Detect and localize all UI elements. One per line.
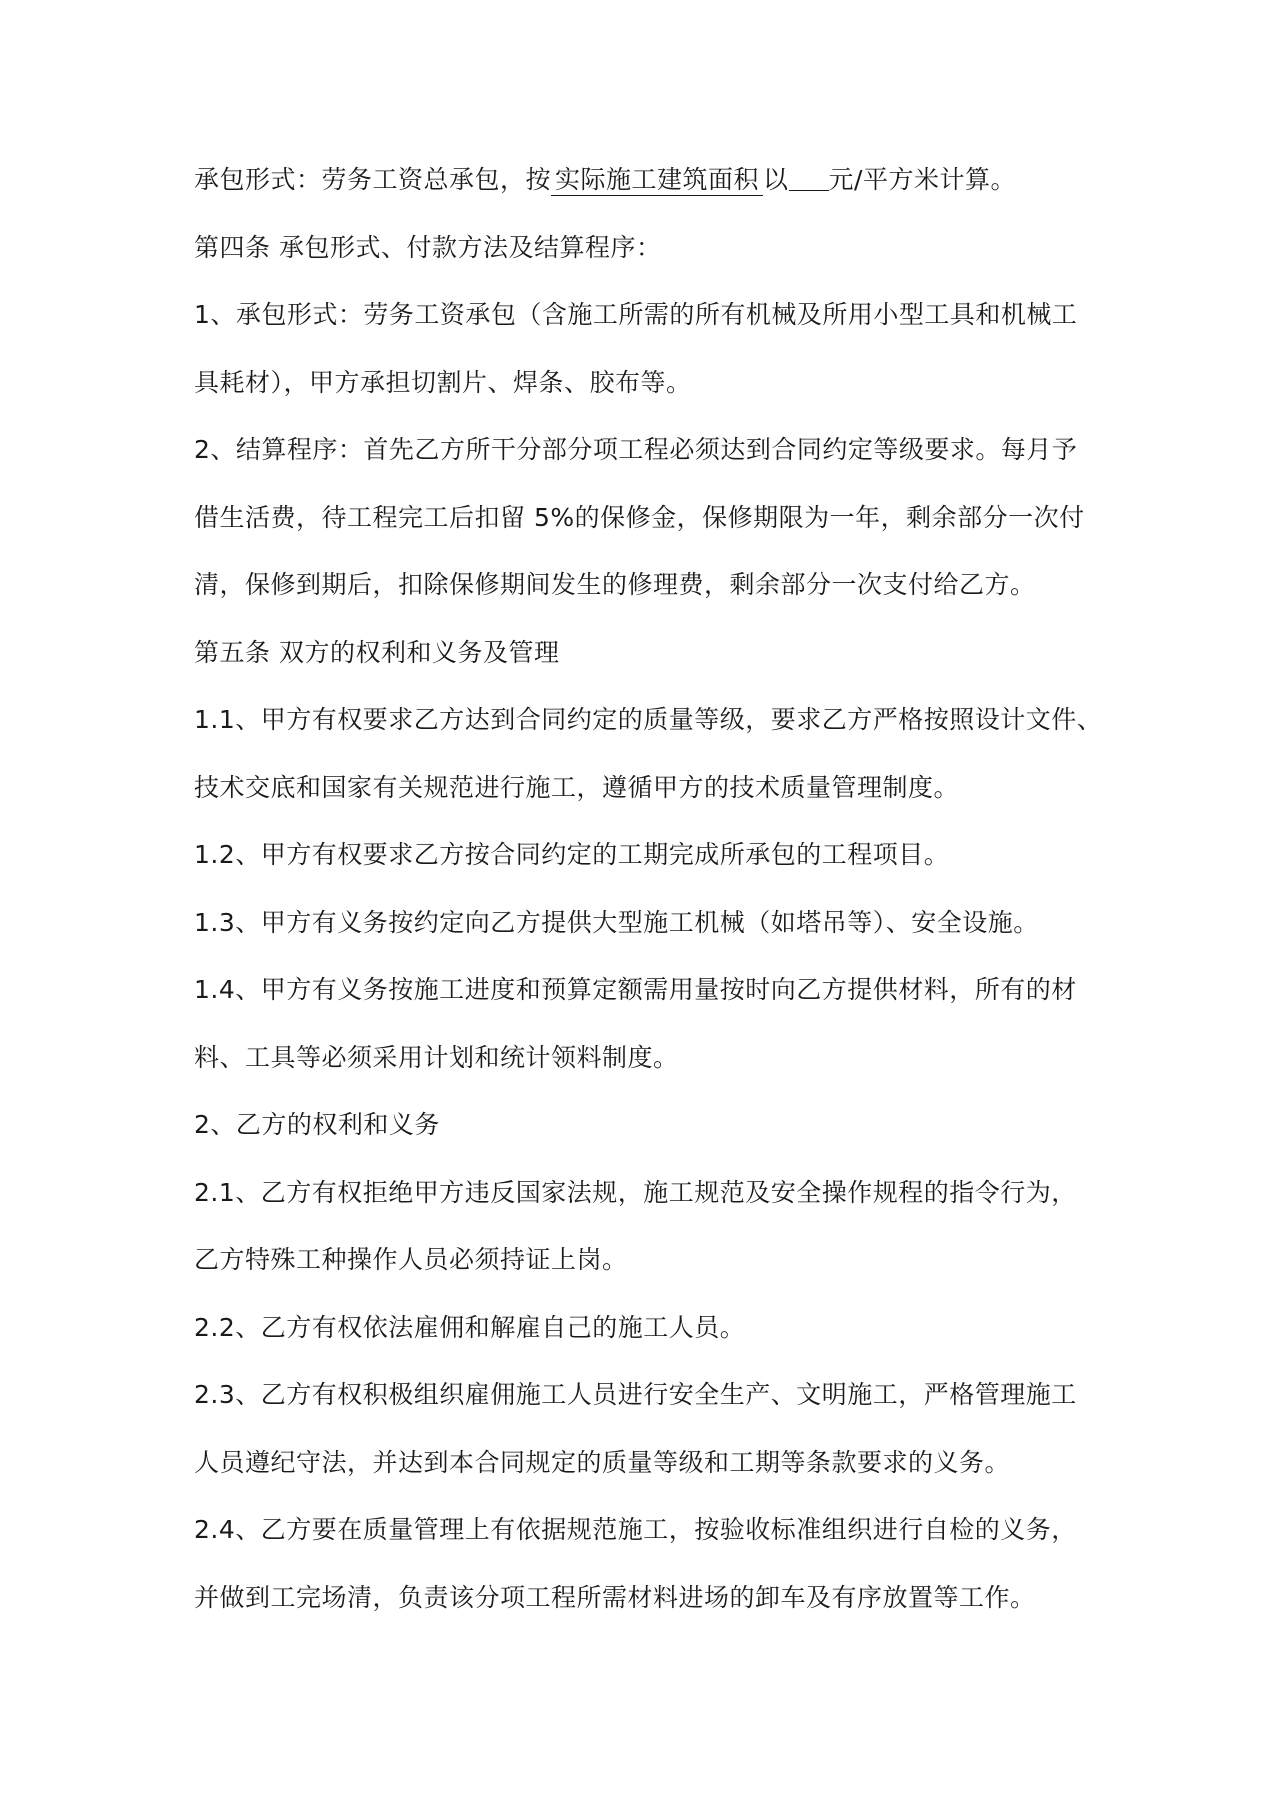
paragraph-line: 2、结算程序：首先乙方所干分部分项工程必须达到合同约定等级要求。每月予 <box>194 435 1078 464</box>
section-heading-4: 第四条 承包形式、付款方法及结算程序： <box>194 232 662 262</box>
paragraph-line: 人员遵纪守法，并达到本合同规定的质量等级和工期等条款要求的义务。 <box>194 1447 1011 1477</box>
section-heading-5: 第五条 双方的权利和义务及管理 <box>194 637 560 667</box>
paragraph-line: 乙方特殊工种操作人员必须持证上岗。 <box>194 1245 628 1274</box>
paragraph-line: 2.4、乙方要在质量管理上有依据规范施工，按验收标准组织进行自检的义务， <box>194 1515 1077 1544</box>
paragraph-line: 1.4、甲方有义务按施工进度和预算定额需用量按时向乙方提供材料，所有的材 <box>194 975 1077 1004</box>
paragraph-line: 并做到工完场清，负责该分项工程所需材料进场的卸车及有序放置等工作。 <box>194 1582 1036 1612</box>
paragraph-line: 1.1、甲方有权要求乙方达到合同约定的质量等级，要求乙方严格按照设计文件、 <box>194 705 1103 734</box>
underlined-field-area: 实际施工建筑面积 <box>551 165 763 196</box>
paragraph-line: 清，保修到期后，扣除保修期间发生的修理费，剩余部分一次支付给乙方。 <box>194 570 1036 599</box>
blank-field-price <box>789 160 829 191</box>
paragraph-line: 1.2、甲方有权要求乙方按合同约定的工期完成所承包的工程项目。 <box>194 840 950 869</box>
unit-text: 元/平方米计算。 <box>828 165 1016 194</box>
connector-text: 以 <box>763 165 789 194</box>
paragraph-line: 1、承包形式：劳务工资承包（含施工所需的所有机械及所用小型工具和机械工 <box>194 300 1078 329</box>
paragraph-line: 2.1、乙方有权拒绝甲方违反国家法规，施工规范及安全操作规程的指令行为， <box>194 1177 1077 1207</box>
paragraph-line: 借生活费，待工程完工后扣留 5%的保修金，保修期限为一年，剩余部分一次付 <box>194 502 1085 532</box>
paragraph-line: 1.3、甲方有义务按约定向乙方提供大型施工机械（如塔吊等）、安全设施。 <box>194 907 1039 937</box>
document-body <box>194 160 1103 1645</box>
contract-form-label: 承包形式：劳务工资总承包，按 <box>194 165 552 194</box>
paragraph-line: 2.3、乙方有权积极组织雇佣施工人员进行安全生产、文明施工，严格管理施工 <box>194 1380 1077 1409</box>
paragraph-line <box>194 160 1094 228</box>
paragraph-line: 技术交底和国家有关规范进行施工，遵循甲方的技术质量管理制度。 <box>194 772 960 802</box>
paragraph-line: 具耗材），甲方承担切割片、焊条、胶布等。 <box>194 367 692 397</box>
paragraph-line: 料、工具等必须采用计划和统计领料制度。 <box>194 1042 679 1072</box>
paragraph-line: 2.2、乙方有权依法雇佣和解雇自己的施工人员。 <box>194 1312 746 1342</box>
subsection-heading: 2、乙方的权利和义务 <box>194 1110 440 1139</box>
